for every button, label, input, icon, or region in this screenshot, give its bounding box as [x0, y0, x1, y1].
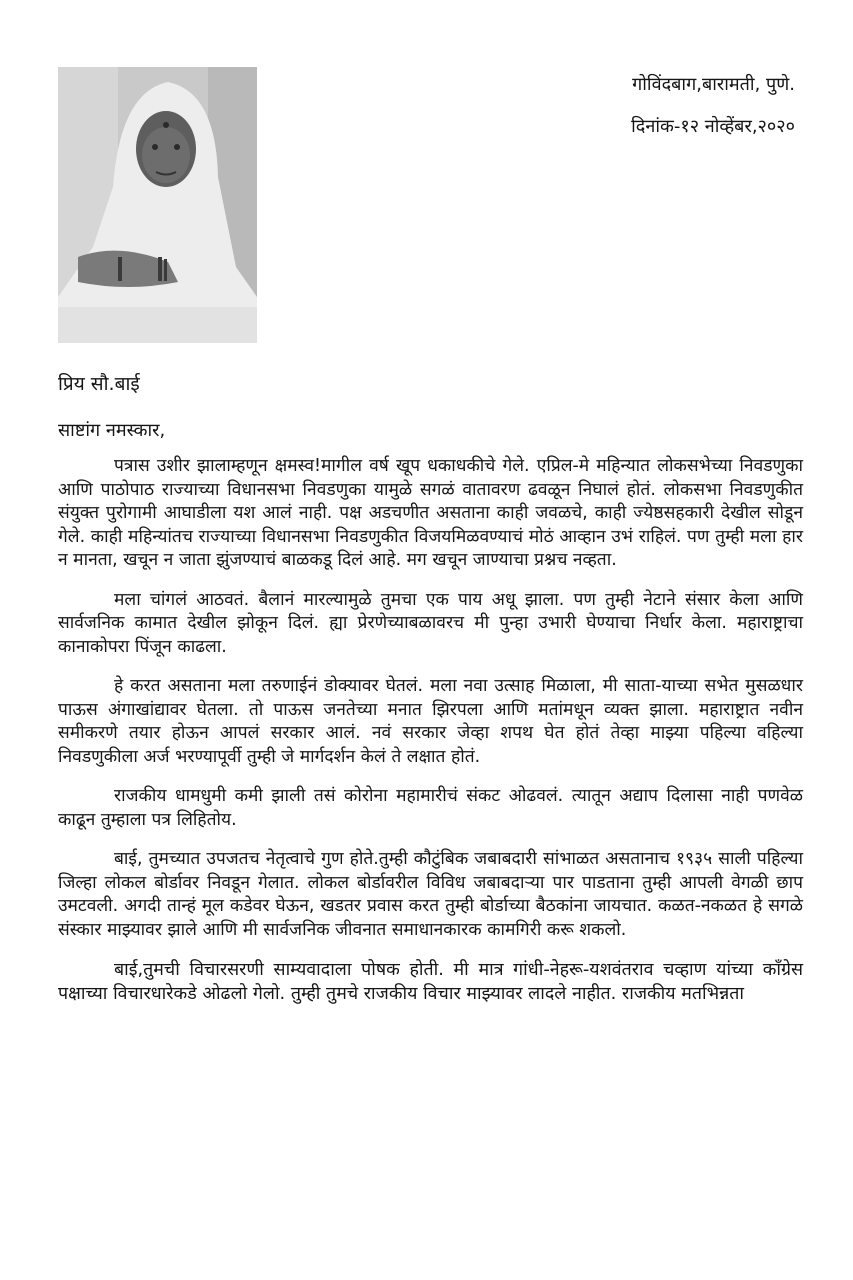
paragraph: राजकीय धामधुमी कमी झाली तसं कोरोना महामारीचं संकट ओढवलं. त्यातून अद्याप दिलासा नाही पणवेळ काढून तुम्हाला पत्र लिहितोय.: [58, 786, 803, 830]
letter-body: [58, 455, 803, 1022]
portrait-photo: [58, 67, 257, 343]
paragraph: पत्रास उशीर झालाम्हणून क्षमस्व!मागील वर्ष खूप धकाधकीचे गेले. एप्रिल-मे महिन्यात लोकसभेच्या निवडणुका आणि पाठोपाठ राज्याच्या विधानसभा निवडणुका यामुळे सगळं वातावरण ढवळून निघालं होतं. लोकसभा निवडणुकीत संयुक्त पुरोगामी आघाडीला यश आलं नाही. पक्ष अडचणीत असताना काही जवळचे, काही ज्येष्ठसहकारी देखील सोडून गेले. काही महिन्यांतच राज्याच्या विधानसभा निवडणुकीत विजयमिळवण्याचं मोठं आव्हान उभं राहिलं. पण तुम्ही मला हार न मानता, खचून न जाता झुंजण्याचं बाळकडू दिलं आहे. मग खचून जाण्याचा प्रश्नच नव्हता.: [58, 456, 803, 570]
greeting: साष्टांग नमस्कार,: [58, 420, 166, 441]
sender-address: गोविंदबाग,बारामती, पुणे.: [632, 74, 795, 95]
paragraph: मला चांगलं आठवतं. बैलानं मारल्यामुळे तुमचा एक पाय अधू झाला. पण तुम्ही नेटाने संसार केला आणि सार्वजनिक कामात देखील झोकून दिलं. ह्या प्रेरणेच्याबळावरच मी पुन्हा उभारी घेण्याचा निर्धार केला. महाराष्ट्राचा कानाकोपरा पिंजून काढला.: [58, 589, 803, 657]
paragraph: बाई, तुमच्यात उपजतच नेतृत्वाचे गुण होते.तुम्ही कौटुंबिक जबाबदारी सांभाळत असतानाच १९३५ साली पहिल्या जिल्हा लोकल बोर्डावर निवडून गेलात. लोकल बोर्डावरील विविध जबाबदाऱ्या पार पाडताना तुम्ही आपली वेगळी छाप उमटवली. अगदी तान्हं मूल कडेवर घेऊन, खडतर प्रवास करत तुम्ही बोर्डाच्या बैठकांना जायचात. कळत-नकळत हे सगळे संस्कार माझ्यावर झाले आणि मी सार्वजनिक जीवनात समाधानकारक कामगिरी करू शकलो.: [58, 849, 803, 940]
letter-date: दिनांक-१२ नोव्हेंबर,२०२०: [631, 116, 795, 137]
paragraph: हे करत असताना मला तरुणाईनं डोक्यावर घेतलं. मला नवा उत्साह मिळाला, मी साता-याच्या सभेत मुसळधार पाऊस अंगाखांद्यावर घेतला. तो पाऊस जनतेच्या मनात झिरपला आणि मतांमधून व्यक्त झाला. महाराष्ट्रात नवीन समीकरणे तयार होऊन आपलं सरकार आलं. नवं सरकार जेव्हा शपथ घेत होतं तेव्हा माझ्या पहिल्या वहिल्या निवडणुकीला अर्ज भरण्यापूर्वी तुम्ही जे मार्गदर्शन केलं ते लक्षात होतं.: [58, 676, 803, 767]
paragraph: बाई,तुमची विचारसरणी साम्यवादाला पोषक होती. मी मात्र गांधी-नेहरू-यशवंतराव चव्हाण यांच्या काँग्रेस पक्षाच्या विचारधारेकडे ओढलो गेलो. तुम्ही तुमचे राजकीय विचार माझ्यावर लादले नाहीत. राजकीय मतभिन्नता: [58, 959, 803, 1004]
salutation: प्रिय सौ.बाई: [58, 373, 140, 395]
